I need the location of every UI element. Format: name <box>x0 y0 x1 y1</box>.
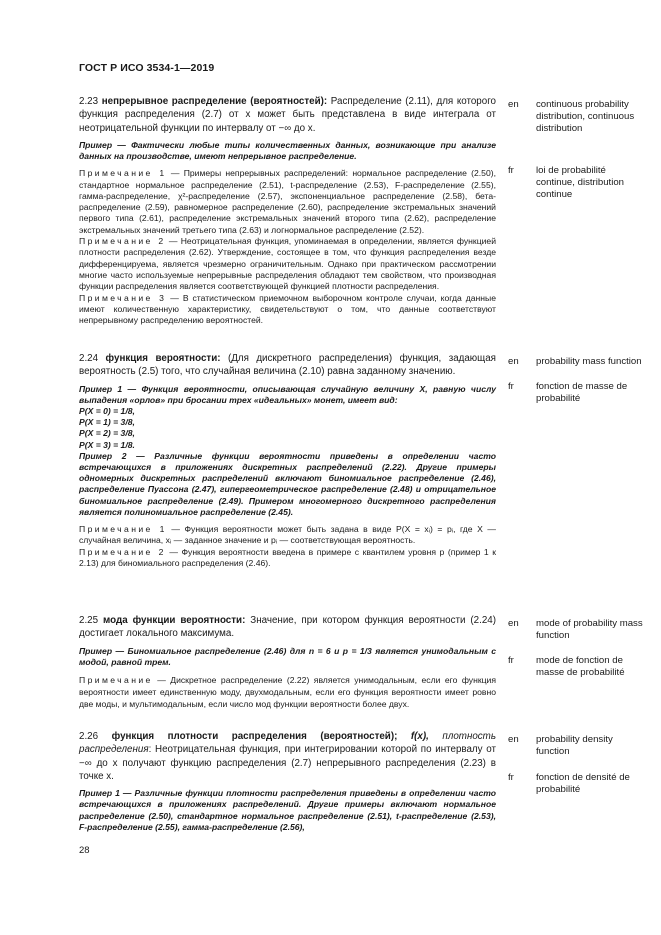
entry-2-25 <box>79 614 649 714</box>
formula-line: P(X = 3) = 1/8. <box>79 439 135 450</box>
entry-term: функция вероятности: <box>105 353 221 364</box>
formula-line: P(X = 0) = 1/8, <box>79 406 135 416</box>
lang-code: en <box>508 99 519 110</box>
entry-definition: Значение, при котором функция вероятности (2.24) достигает локального максимума. <box>79 615 496 640</box>
entry-term: мода функции вероятности: <box>103 615 246 626</box>
entry-2-26 <box>79 730 649 837</box>
example-paragraph: Пример 2 — Различные функции вероятности приведены в определении часто встречающихся в приложениях дискретных распределений (2.22). Другие примеры одномерных дискретных распределений включают биномиальное распределение (2.46), распределение Пуассона (2.47), гипергеометрическое распределение (2.48) и отрицательное биномиальное распределение (2.49). Примером многомерного дискретного распределения является полиномиальное распределение (2.45). <box>79 450 496 517</box>
definition-paragraph <box>79 352 496 379</box>
note-paragraph: Примечание 1 — Примеры непрерывных распределений: нормальное распределение (2.50), стандартное нормальное распределение (2.51), t-распределение (2.53), F-распределение (2.55), гамма-распределение, χ²-распределение (2.57), экспоненциальное распределение (2.58), бета-распределение (2.59), равномерное распределение (2.60), распределение экстремальных значений первого типа (2.61), распределение экстремальных значений второго типа (2.62), распределение экстремальных значений третьего типа (2.63) и логнормальное распределение (2.52). <box>79 168 496 235</box>
translation-term: probability mass function <box>536 356 642 367</box>
entry-2-24 <box>79 352 649 573</box>
lang-code: fr <box>508 381 514 392</box>
translation-term: probability density function <box>536 734 613 758</box>
entry-number: 2.23 <box>79 96 99 107</box>
entry-number: 2.25 <box>79 615 99 626</box>
entry-definition: Неотрицательная функция, при интегрировании которой по интервалу от −∞ до x получают функцию распределения (2.7) непрерывного распределения (2.23) в точке x. <box>79 744 496 782</box>
note-paragraph: Примечание 1 — Функция вероятности может быть задана в виде P(X = xᵢ) = pᵢ, где X — случайная величина, xᵢ — заданное значение и pᵢ — соответствующая вероятность. <box>79 524 496 546</box>
note-paragraph: Примечание 3 — В статистическом приемочном выборочном контроле случаи, когда данные имеют количественную характеристику, свидетельствуют о том, что данные соответствуют непрерывному распределению вероятностей. <box>79 292 496 326</box>
entry-alt-term: плотность распределения <box>79 731 496 756</box>
note-paragraph: Примечание — Дискретное распределение (2.22) является унимодальным, если его функция вероятности имеет единственную моду, двухмодальным, если его функция вероятности имеет ровно две моды, и мультимодальным, если число мод функции вероятности более двух. <box>79 675 496 709</box>
entry-term: непрерывное распределение (вероятностей): <box>101 96 328 107</box>
lang-code: fr <box>508 772 514 783</box>
entry-definition: (Для дискретного распределения) функция, задающая вероятность (2.5) того, что случайная величина (2.10) равна заданному значению. <box>79 353 496 378</box>
translation-term: continuous probability distribution, continuous distribution <box>536 99 635 135</box>
lang-code: en <box>508 734 519 745</box>
page-number: 28 <box>79 845 90 856</box>
translation-term: fonction de densité de probabilité <box>536 772 630 796</box>
entry-term: функция плотности распределения (вероятностей); <box>111 731 398 742</box>
lang-code: fr <box>508 165 514 176</box>
entry-symbol: f(x), <box>410 731 429 742</box>
example-paragraph: Пример — Фактически любые типы количественных данных, возникающие при анализе данных на производстве, имеют непрерывное распределение. <box>79 139 496 162</box>
example-paragraph: Пример 1 — Различные функции плотности распределения приведены в определении часто встречающихся в приложениях распределений. Другие примеры включают нормальное распределение (2.50), стандартное нормальное распределение (2.51), t-распределение (2.53), F-распределение (2.55), гамма-распределение (2.56), <box>79 788 496 832</box>
translation-term: fonction de masse de probabilité <box>536 381 628 405</box>
formula-line: P(X = 1) = 3/8, <box>79 417 135 428</box>
entry-definition: Распределение (2.11), для которого функция распределения (2.7) от x может быть представлена в виде интеграла от неотрицательной функции по интервалу от −∞ до x. <box>79 96 496 134</box>
definition-paragraph: 2.26 функция плотности распределения (вероятностей); f(x), плотность распределения: Неотрицательная функция, при интегрировании которой по интервалу от −∞ до x получают функцию распределения (2.7) непрерывного распределения (2.23) в точке x. <box>79 731 496 782</box>
definition-paragraph <box>79 95 496 135</box>
entry-number: 2.26 <box>79 731 99 742</box>
translation-term: mode de fonction de masse de probabilité <box>536 655 625 679</box>
entry-number: 2.24 <box>79 353 99 364</box>
document-header: ГОСТ Р ИСО 3534-1—2019 <box>79 62 215 74</box>
translation-term: loi de probabilité continue, distribution continue <box>536 165 624 201</box>
example-paragraph: Пример 1 — Функция вероятности, описывающая случайную величину X, равную числу выпадения «орлов» при бросании трех «идеальных» монет, имеет вид: <box>79 383 496 405</box>
entry-2-23 <box>79 95 649 330</box>
note-paragraph: Примечание 2 — Неотрицательная функция, упоминаемая в определении, является функцией плотности распределения (2.62). Утверждение, состоящее в том, что функция распределения везде дифференцируема, является чрезмерно ограничительным. Однако при практическом рассмотрении многие часто используемые непрерывные распределения обладают тем свойством, что производная функции распределения является соответствующей функцией плотности распределения. <box>79 236 496 292</box>
lang-code: en <box>508 618 519 629</box>
lang-code: en <box>508 356 519 367</box>
note-paragraph: Примечание 2 — Функция вероятности введена в примере с квантилем уровня p (пример 1 к 2.13) для биномиального распределения (2.46). <box>79 546 496 568</box>
lang-code: fr <box>508 655 514 666</box>
translation-term: mode of probability mass function <box>536 618 643 642</box>
example-paragraph: Пример — Биномиальное распределение (2.46) для n = 6 и p = 1/3 является унимодальным с модой, равной трем. <box>79 645 496 667</box>
definition-paragraph <box>79 614 496 641</box>
formula-line: P(X = 2) = 3/8, <box>79 428 135 439</box>
